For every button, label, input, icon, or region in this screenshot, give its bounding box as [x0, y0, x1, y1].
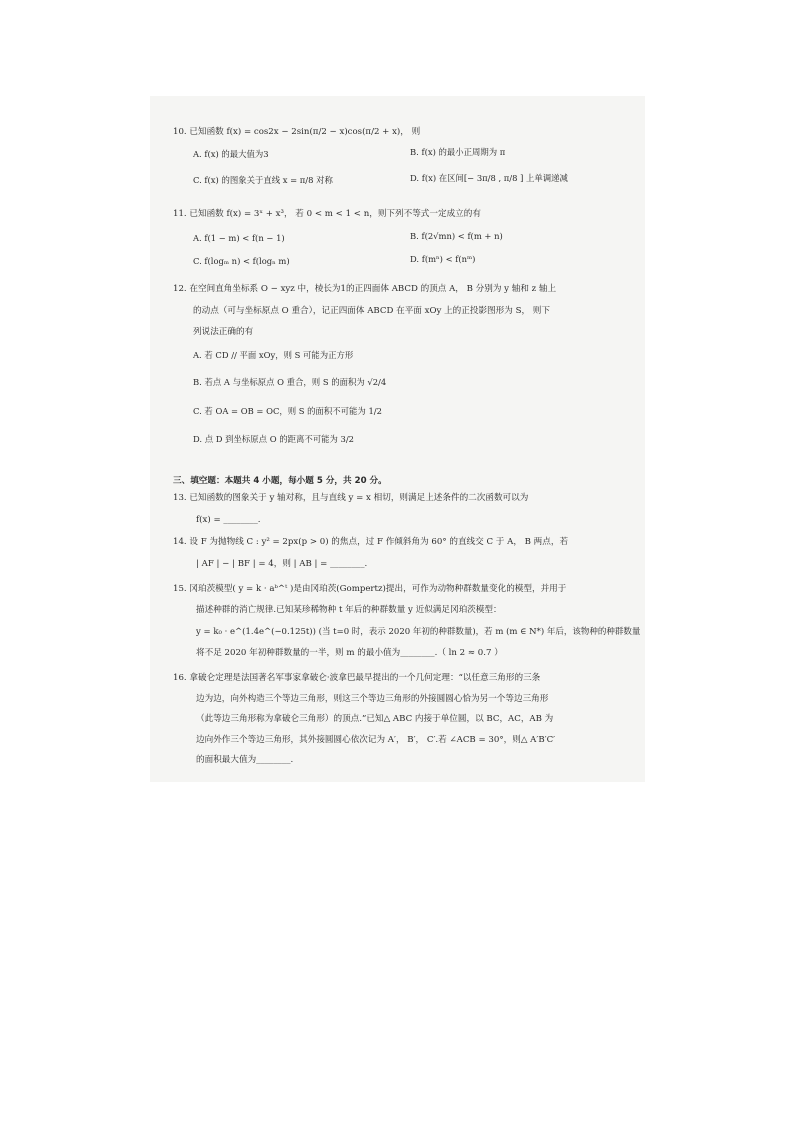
q15-line-1: 15. 冈珀茨模型( y = k · aᵇ^ᵗ )是由冈珀茨(Gompertz)提出，可作为动物种群数量变化的模型，并用于: [173, 584, 567, 594]
q16-line-3: （此等边三角形称为拿破仑三角形）的顶点.”已知△ ABC 内接于单位圆，以 BC，AC，AB 为: [196, 714, 554, 724]
q11-stem: 11. 已知函数 f(x) = 3ˣ + x³， 若 0 < m < 1 < n，则下列不等式一定成立的有: [173, 209, 481, 219]
q16-line-1: 16. 拿破仑定理是法国著名军事家拿破仑·波拿巴最早提出的一个几何定理：“以任意三角形的三条: [173, 673, 541, 683]
q10-option-d: D. f(x) 在区间[− 3π/8 , π/8 ] 上单调递减: [410, 173, 568, 183]
q10-option-c: C. f(x) 的图象关于直线 x = π/8 对称: [193, 175, 333, 185]
q16-line-2: 边为边，向外构造三个等边三角形，则这三个等边三角形的外接圆圆心恰为另一个等边三角形: [196, 694, 549, 704]
q13-line-2: f(x) = ________.: [196, 515, 261, 525]
q13-line-1: 13. 已知函数的图象关于 y 轴对称，且与直线 y = x 相切，则满足上述条件的二次函数可以为: [173, 493, 529, 503]
q15-line-3: y = k₀ · e^(1.4e^(−0.125t)) (当 t=0 时，表示 2020 年初的种群数量)，若 m (m ∈ N*) 年后，该物种的种群数量: [196, 627, 641, 637]
q14-line-2: | AF | − | BF | = 4，则 | AB | = ________.: [196, 559, 368, 569]
q12-line-2: 的动点（可与坐标原点 O 重合），记正四面体 ABCD 在平面 xOy 上的正投影图形为 S， 则下: [193, 306, 550, 316]
section-fill-in-heading: 三、填空题：本题共 4 小题，每小题 5 分，共 20 分。: [173, 476, 387, 486]
q12-option-c: C. 若 OA = OB = OC，则 S 的面积不可能为 1/2: [193, 406, 382, 416]
q11-option-d: D. f(mⁿ) < f(nᵐ): [410, 254, 476, 264]
q14-line-1: 14. 设 F 为抛物线 C : y² = 2px(p > 0) 的焦点，过 F 作倾斜角为 60° 的直线交 C 于 A， B 两点，若: [173, 537, 569, 547]
q12-line-3: 列说法正确的有: [193, 327, 254, 337]
q11-option-b: B. f(2√mn) < f(m + n): [410, 231, 503, 241]
q12-option-b: B. 若点 A 与坐标原点 O 重合，则 S 的面积为 √2/4: [193, 377, 387, 387]
q12-line-1: 12. 在空间直角坐标系 O − xyz 中，棱长为1的正四面体 ABCD 的顶点 A， B 分别为 y 轴和 z 轴上: [173, 284, 557, 294]
q16-line-5: 的面积最大值为________.: [196, 755, 294, 765]
q10-stem: 10. 已知函数 f(x) = cos2x − 2sin(π/2 − x)cos(π/2 + x)， 则: [173, 127, 421, 137]
q10-option-b: B. f(x) 的最小正周期为 π: [410, 147, 506, 157]
q15-line-4: 将不足 2020 年初种群数量的一半，则 m 的最小值为________.（ ln 2 ≈ 0.7 ）: [196, 648, 503, 658]
q12-option-a: A. 若 CD // 平面 xOy，则 S 可能为正方形: [193, 350, 354, 360]
q11-option-a: A. f(1 − m) < f(n − 1): [193, 233, 285, 243]
q12-option-d: D. 点 D 到坐标原点 O 的距离不可能为 3/2: [193, 434, 354, 444]
q11-option-c: C. f(logₘ n) < f(logₙ m): [193, 256, 290, 266]
q15-line-2: 描述种群的消亡规律.已知某珍稀物种 t 年后的种群数量 y 近似满足冈珀茨模型：: [196, 605, 502, 615]
q10-option-a: A. f(x) 的最大值为3: [193, 149, 269, 159]
q16-line-4: 边向外作三个等边三角形，其外接圆圆心依次记为 A′， B′， C′.若 ∠ACB = 30°，则△ A′B′C′: [196, 735, 556, 745]
